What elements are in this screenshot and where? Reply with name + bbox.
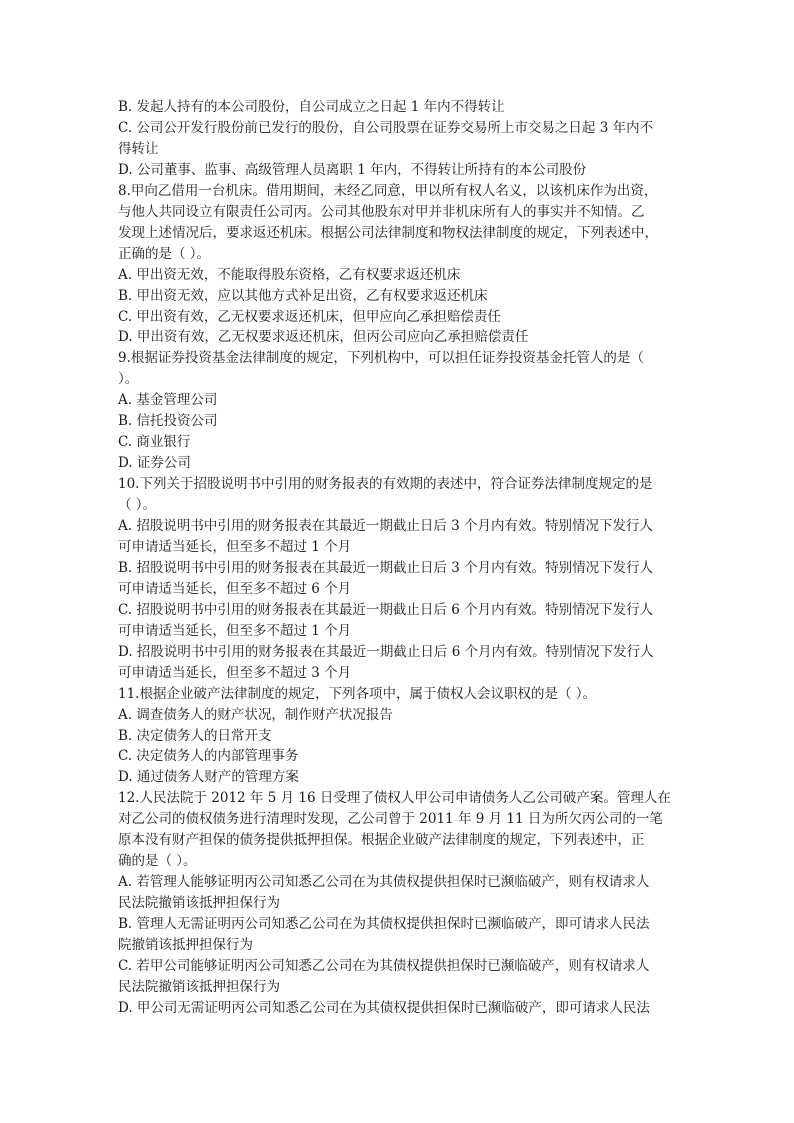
text-line: D. 甲公司无需证明丙公司知悉乙公司在为其债权提供担保时已濒临破产，即可请求人民法: [118, 999, 650, 1016]
text-line: 发现上述情况后，要求返还机床。根据公司法律制度和物权法律制度的规定，下列表述中，: [118, 224, 658, 241]
text-line: 10.下列关于招股说明书中引用的财务报表的有效期的表述中，符合证券法律制度规定的是: [118, 476, 653, 493]
text-line: D. 招股说明书中引用的财务报表在其最近一期截止日后 6 个月内有效。特别情况下发行人: [118, 643, 654, 660]
text-line: C. 甲出资有效，乙无权要求返还机床，但甲应向乙承担赔偿责任: [118, 308, 501, 325]
text-line: 民法院撤销该抵押担保行为: [118, 978, 280, 995]
text-line: 可申请适当延长，但至多不超过 3 个月: [118, 664, 352, 681]
text-line: A. 甲出资无效，不能取得股东资格，乙有权要求返还机床: [118, 266, 461, 283]
text-line: A. 基金管理公司: [118, 392, 218, 409]
text-line: 可申请适当延长，但至多不超过 6 个月: [118, 580, 352, 597]
text-line: A. 调查债务人的财产状况，制作财产状况报告: [118, 706, 393, 723]
text-line: C. 公司公开发行股份前已发行的股份，自公司股票在证券交易所上市交易之日起 3 年内不: [118, 119, 654, 136]
text-line: 12.人民法院于 2012 年 5 月 16 日受理了债权人甲公司申请债务人乙公司破产案。管理人在: [118, 790, 671, 807]
text-line: 与他人共同设立有限责任公司丙。公司其他股东对甲并非机床所有人的事实并不知情。乙: [118, 203, 645, 220]
text-line: 11.根据企业破产法律制度的规定，下列各项中，属于债权人会议职权的是（ ）。: [118, 685, 597, 702]
text-line: D. 甲出资有效，乙无权要求返还机床，但丙公司应向乙承担赔偿责任: [118, 329, 529, 346]
text-line: 正确的是（ ）。: [118, 245, 211, 262]
text-line: A. 招股说明书中引用的财务报表在其最近一期截止日后 3 个月内有效。特别情况下发行人: [118, 518, 654, 534]
text-line: C. 若甲公司能够证明丙公司知悉乙公司在为其债权提供担保时已濒临破产，则有权请求人: [118, 957, 650, 974]
text-line: C. 商业银行: [118, 434, 191, 451]
text-line: 8.甲向乙借用一台机床。借用期间，未经乙同意，甲以所有权人名义，以该机床作为出资，: [118, 182, 658, 199]
text-line: 确的是（ ）。: [118, 853, 197, 870]
text-line: ）。: [118, 371, 139, 388]
text-line: C. 决定债务人的内部管理事务: [118, 748, 299, 765]
text-line: B. 甲出资无效，应以其他方式补足出资，乙有权要求返还机床: [118, 287, 488, 304]
text-line: 院撤销该抵押担保行为: [118, 937, 253, 953]
text-line: C. 招股说明书中引用的财务报表在其最近一期截止日后 6 个月内有效。特别情况下发行人: [118, 601, 654, 618]
text-line: （ ）。: [118, 497, 157, 514]
text-line: 对乙公司的债权债务进行清理时发现，乙公司曾于 2011 年 9 月 11 日为所欠丙公司的一笔: [118, 811, 663, 828]
text-line: A. 若管理人能够证明丙公司知悉乙公司在为其债权提供担保时已濒临破产，则有权请求人: [118, 874, 650, 891]
text-line: B. 信托投资公司: [118, 413, 218, 430]
text-line: 可申请适当延长，但至多不超过 1 个月: [118, 538, 352, 555]
text-line: 得转让: [118, 140, 159, 157]
text-line: B. 管理人无需证明丙公司知悉乙公司在为其债权提供担保时已濒临破产，即可请求人民法: [118, 916, 650, 933]
text-line: D. 公司董事、监事、高级管理人员离职 1 年内，不得转让所持有的本公司股份: [118, 161, 587, 178]
text-line: 民法院撤销该抵押担保行为: [118, 895, 280, 912]
text-line: B. 招股说明书中引用的财务报表在其最近一期截止日后 3 个月内有效。特别情况下发行人: [118, 559, 654, 576]
text-line: B. 决定债务人的日常开支: [118, 727, 272, 744]
text-line: 可申请适当延长，但至多不超过 1 个月: [118, 622, 352, 639]
text-line: 9.根据证券投资基金法律制度的规定，下列机构中，可以担任证券投资基金托管人的是（: [118, 350, 644, 367]
text-line: 原本没有财产担保的债务提供抵押担保。根据企业破产法律制度的规定，下列表述中，正: [118, 832, 645, 849]
text-line: D. 通过债务人财产的管理方案: [118, 769, 299, 786]
text-line: B. 发起人持有的本公司股份，自公司成立之日起 1 年内不得转让: [118, 99, 505, 115]
text-line: D. 证券公司: [118, 455, 191, 472]
